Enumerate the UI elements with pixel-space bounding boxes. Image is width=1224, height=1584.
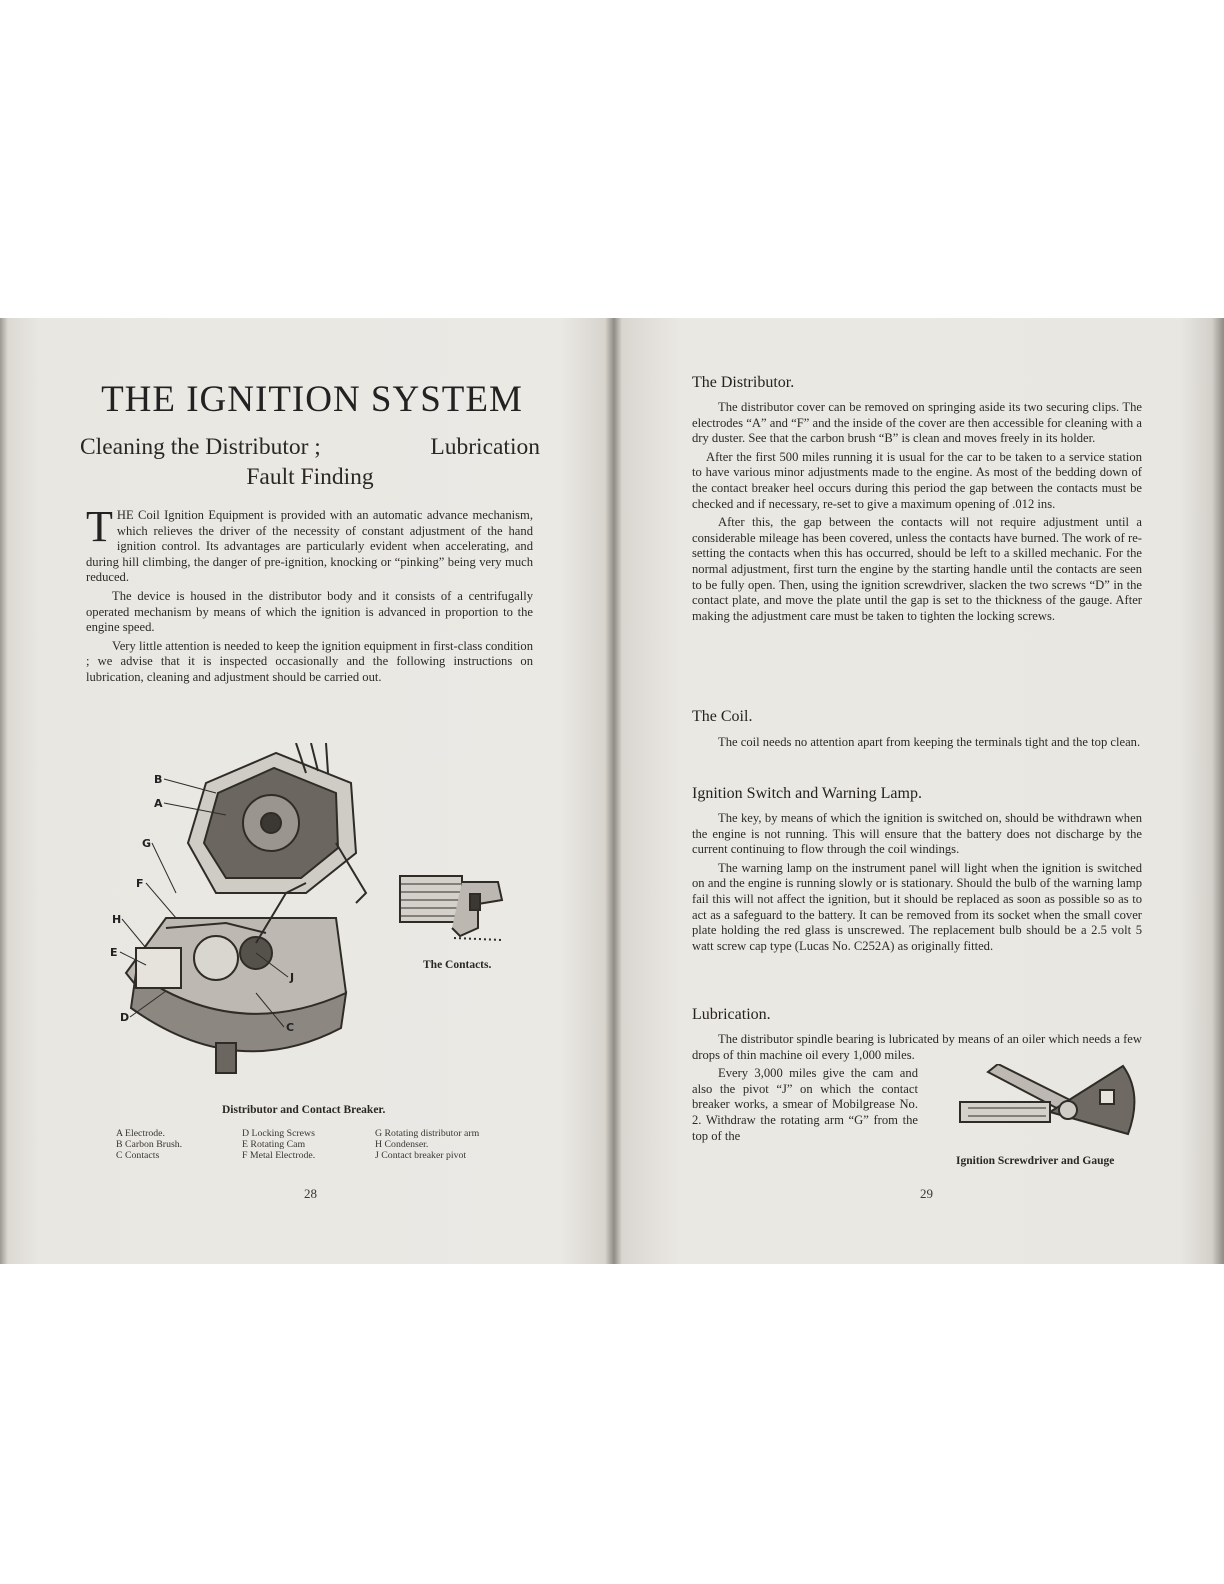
page-number-left: 28 (304, 1186, 317, 1201)
callout-d: D (120, 1011, 130, 1024)
subtitle-part-2: Lubrication (430, 434, 540, 460)
heading-lubrication: Lubrication. (692, 1006, 771, 1023)
subtitle-line-2: Fault Finding (246, 464, 374, 490)
callout-a: A (154, 797, 163, 810)
legend-item: H Condenser. (375, 1139, 429, 1150)
lubrication-paragraph-2: Every 3,000 miles give the cam and also the pivot “J” on which the contact breaker works, a smear of Mobilgrease No. 2. Withdraw the rotating arm “G” from the top of the (692, 1066, 918, 1143)
lubrication-paragraph-1: The distributor spindle bearing is lubricated by means of an oiler which needs a few drops of thin machine oil every 1,000 miles. (692, 1032, 1142, 1062)
page-subtitle (80, 432, 540, 492)
legend-column-1 (116, 1128, 182, 1161)
callout-c: C (286, 1021, 295, 1034)
book-spread (0, 318, 1224, 1264)
coil-paragraph: The coil needs no attention apart from keeping the terminals tight and the top clean. (718, 735, 1141, 749)
callout-f: F (136, 877, 144, 890)
legend-item: J Contact breaker pivot (375, 1150, 467, 1161)
legend-item: C Contacts (116, 1150, 160, 1161)
figure-caption: Distributor and Contact Breaker. (222, 1104, 386, 1116)
heading-ignition-switch: Ignition Switch and Warning Lamp. (692, 785, 922, 802)
callout-h: H (112, 913, 122, 926)
intro-text (86, 502, 533, 686)
left-page (0, 318, 614, 1264)
page-number-right: 29 (920, 1186, 933, 1201)
right-page (618, 318, 1224, 1264)
heading-coil: The Coil. (692, 708, 753, 725)
legend-item: E Rotating Cam (242, 1139, 306, 1150)
switch-paragraph-2: The warning lamp on the instrument panel will light when the ignition is switched on and the engine is running slowly or is stationary. Should the bulb of the warning lamp fail this will not affect the ignition, but it should be replaced as soon as possible so as to act as a safeguard to the battery. It can be removed from its socket when the small cover plate holding the red glass is unscrewed. The replacement bulb should be a 2.5 volt 5 watt screw cap type (Lucas No. C252A) as originally fitted. (692, 860, 1142, 953)
legend-column-2 (242, 1128, 315, 1161)
legend-item: G Rotating distributor arm (375, 1128, 480, 1139)
contacts-caption: The Contacts. (423, 959, 492, 971)
distributor-paragraph-1: The distributor cover can be removed on springing aside its two securing clips. The electrodes “A” and “F” and the inside of the cover are then accessible for cleaning with a dry duster. See that the carbon brush “B” is clean and moves freely in its holder. (692, 400, 1142, 446)
screwdriver-gauge-illustration (958, 1064, 1148, 1140)
drop-cap: T (86, 502, 113, 551)
intro-paragraph-3: Very little attention is needed to keep the ignition equipment in first-class condition ; we advise that it is inspected occasionally and the following instructions on lubrication, cleaning and adjustment should be carried out. (86, 638, 533, 684)
legend-item: A Electrode. (116, 1128, 165, 1139)
distributor-section (692, 400, 1142, 624)
screwdriver-caption: Ignition Screwdriver and Gauge (956, 1155, 1115, 1167)
heading-distributor: The Distributor. (692, 374, 795, 391)
distributor-illustration (106, 743, 376, 1088)
legend-column-3 (375, 1128, 479, 1161)
switch-section (692, 811, 1142, 954)
legend-item: B Carbon Brush. (116, 1139, 183, 1150)
callout-e: E (110, 946, 118, 959)
subtitle-part-1: Cleaning the Distributor ; (80, 434, 321, 460)
page-title: THE IGNITION SYSTEM (101, 379, 523, 420)
intro-paragraph-1: THE Coil Ignition Equipment is provided with an automatic advance mechanism, which relieves the driver of the necessity of constant adjustment of the hand ignition control. Its advantages are particularly evident when accelerating, and during hill climbing, the danger of pre-ignition, knocking or “pinking” being very much reduced. (86, 502, 533, 585)
callout-g: G (142, 837, 152, 850)
switch-paragraph-1: The key, by means of which the ignition is switched on, should be withdrawn when the engine is not running. This will ensure that the battery does not discharge by the current continuing to flow through the coil windings. (692, 811, 1142, 857)
coil-section (692, 735, 1142, 751)
distributor-paragraph-3: After this, the gap between the contacts will not require adjustment until a considerable mileage has been covered, unless the contacts have burned. The work of re-setting the contacts when this has occurred, should be left to a skilled mechanic. For the normal adjustment, first turn the engine by the starting handle until the contacts are seen to be fully open. Then, using the ignition screwdriver, slacken the two screws “D” in the contact plate, and move the plate until the gap is set to the thickness of the gauge. After making the adjustment care must be taken to tighten the locking screws. (692, 515, 1142, 623)
callout-j: J (290, 971, 295, 984)
distributor-paragraph-2: After the first 500 miles running it is usual for the car to be taken to a service station to have various minor adjustments made to the engine. As most of the bedding down of the contact breaker heel occurs during this period the gap between the contacts must be checked and if necessary, re-set to give a maximum opening of .012 ins. (692, 449, 1142, 511)
legend-item: F Metal Electrode. (242, 1150, 316, 1161)
intro-paragraph-2: The device is housed in the distributor body and it consists of a centrifugally operated mechanism by means of which the ignition is advanced in proportion to the engine speed. (86, 588, 533, 635)
callout-b: B (154, 773, 163, 786)
legend-item: D Locking Screws (242, 1128, 315, 1139)
contacts-illustration (398, 870, 508, 948)
